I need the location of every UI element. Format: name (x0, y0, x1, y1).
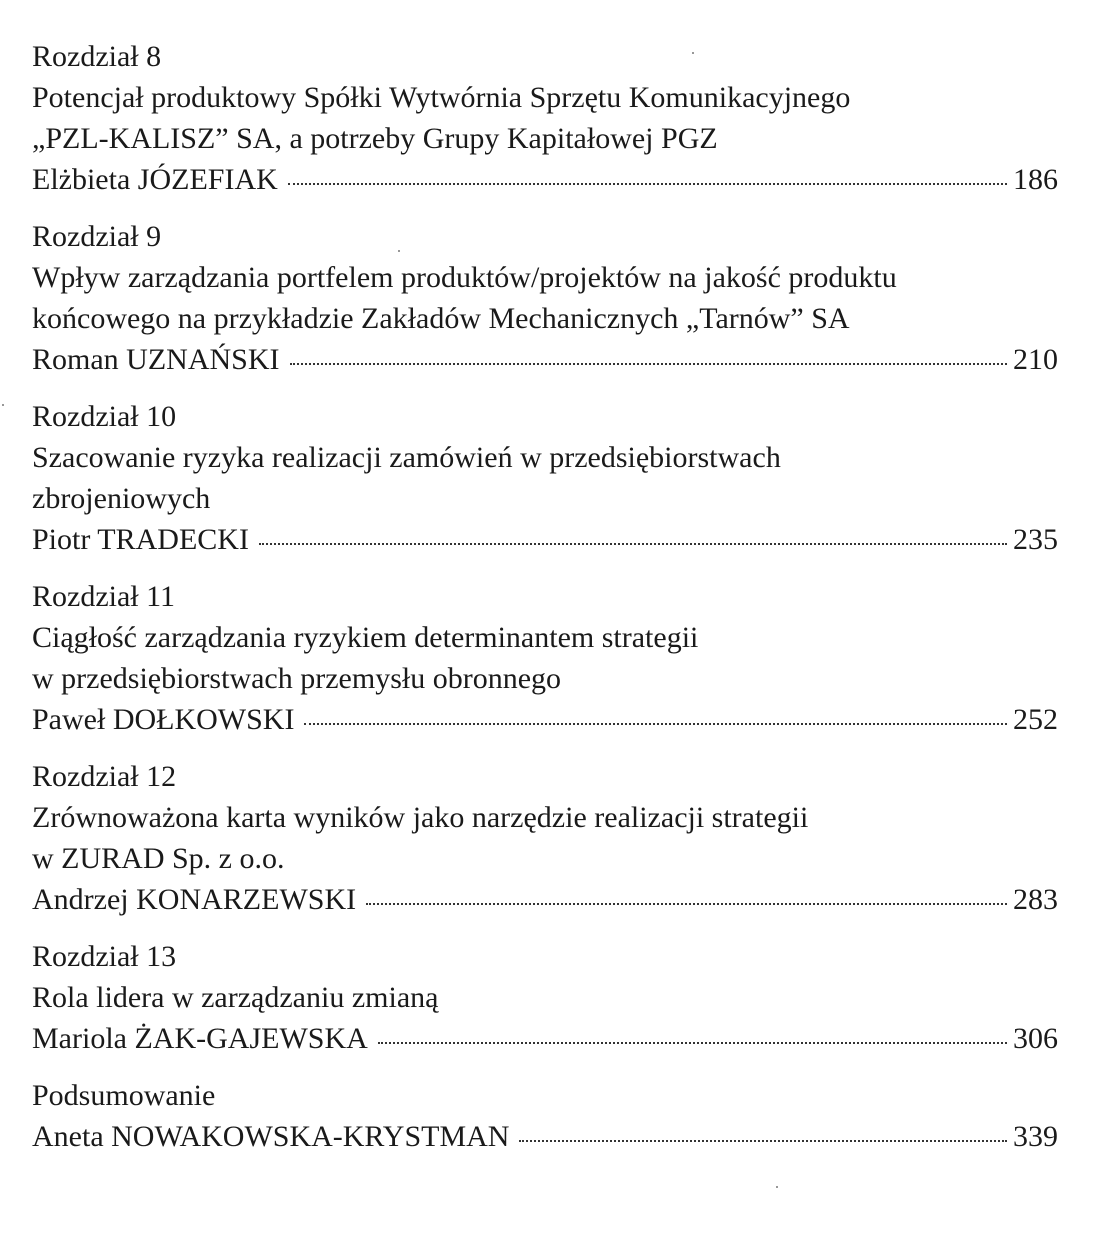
dot-leader (378, 1042, 1007, 1044)
author-line[interactable] (32, 519, 1058, 560)
chapter-author: Piotr TRADECKI (32, 523, 249, 556)
toc-entry-chapter-13 (32, 936, 1058, 1059)
page-number: 186 (1013, 163, 1058, 196)
dot-leader (519, 1140, 1007, 1142)
chapter-author: Aneta NOWAKOWSKA-KRYSTMAN (32, 1120, 510, 1153)
scan-speck (692, 52, 694, 54)
author-line[interactable] (32, 699, 1058, 740)
author-line[interactable] (32, 339, 1058, 380)
scan-speck (776, 1186, 778, 1188)
chapter-heading: Rozdział 11 (32, 580, 176, 613)
author-line[interactable] (32, 1018, 1058, 1059)
toc-entry-chapter-10 (32, 396, 1058, 560)
chapter-title-line: Wpływ zarządzania portfelem produktów/projektów na jakość produktu (32, 261, 897, 294)
chapter-heading: Rozdział 8 (32, 40, 162, 73)
dot-leader (366, 903, 1007, 905)
chapter-title-line: „PZL-KALISZ” SA, a potrzeby Grupy Kapitałowej PGZ (32, 122, 718, 155)
chapter-title-line: Potencjał produktowy Spółki Wytwórnia Sprzętu Komunikacyjnego (32, 81, 851, 114)
toc-entry-chapter-12 (32, 756, 1058, 920)
dot-leader (290, 363, 1008, 365)
chapter-author: Roman UZNAŃSKI (32, 343, 280, 376)
chapter-title-line: Zrównoważona karta wyników jako narzędzie realizacji strategii (32, 801, 809, 834)
toc-entry-chapter-11 (32, 576, 1058, 740)
chapter-title-line: w ZURAD Sp. z o.o. (32, 842, 285, 875)
toc-entry-chapter-8 (32, 36, 1058, 200)
chapter-title-line: zbrojeniowych (32, 482, 211, 515)
chapter-author: Andrzej KONARZEWSKI (32, 883, 357, 916)
chapter-title-line: Ciągłość zarządzania ryzykiem determinantem strategii (32, 621, 699, 654)
chapter-title-line: Szacowanie ryzyka realizacji zamówień w przedsiębiorstwach (32, 441, 781, 474)
dot-leader (259, 543, 1007, 545)
chapter-author: Elżbieta JÓZEFIAK (32, 163, 278, 196)
chapter-title-line: końcowego na przykładzie Zakładów Mechanicznych „Tarnów” SA (32, 302, 850, 335)
author-line[interactable] (32, 1116, 1058, 1157)
chapter-title-line: Rola lidera w zarządzaniu zmianą (32, 981, 439, 1014)
section-heading: Podsumowanie (32, 1079, 216, 1112)
table-of-contents (32, 36, 1058, 1173)
chapter-heading: Rozdział 13 (32, 940, 177, 973)
author-line[interactable] (32, 879, 1058, 920)
chapter-author: Mariola ŻAK-GAJEWSKA (32, 1022, 368, 1055)
chapter-title-line: w przedsiębiorstwach przemysłu obronnego (32, 662, 562, 695)
chapter-heading: Rozdział 12 (32, 760, 177, 793)
page-number: 339 (1013, 1120, 1058, 1153)
scan-speck (2, 404, 4, 406)
page-number: 210 (1013, 343, 1058, 376)
chapter-author: Paweł DOŁKOWSKI (32, 703, 295, 736)
toc-entry-summary (32, 1075, 1058, 1157)
page-number: 283 (1013, 883, 1058, 916)
toc-entry-chapter-9 (32, 216, 1058, 380)
chapter-heading: Rozdział 10 (32, 400, 177, 433)
page-number: 252 (1013, 703, 1058, 736)
scan-speck (398, 250, 400, 252)
chapter-heading: Rozdział 9 (32, 220, 162, 253)
page-number: 235 (1013, 523, 1058, 556)
dot-leader (288, 183, 1007, 185)
page-number: 306 (1013, 1022, 1058, 1055)
dot-leader (304, 723, 1007, 725)
author-line[interactable] (32, 159, 1058, 200)
